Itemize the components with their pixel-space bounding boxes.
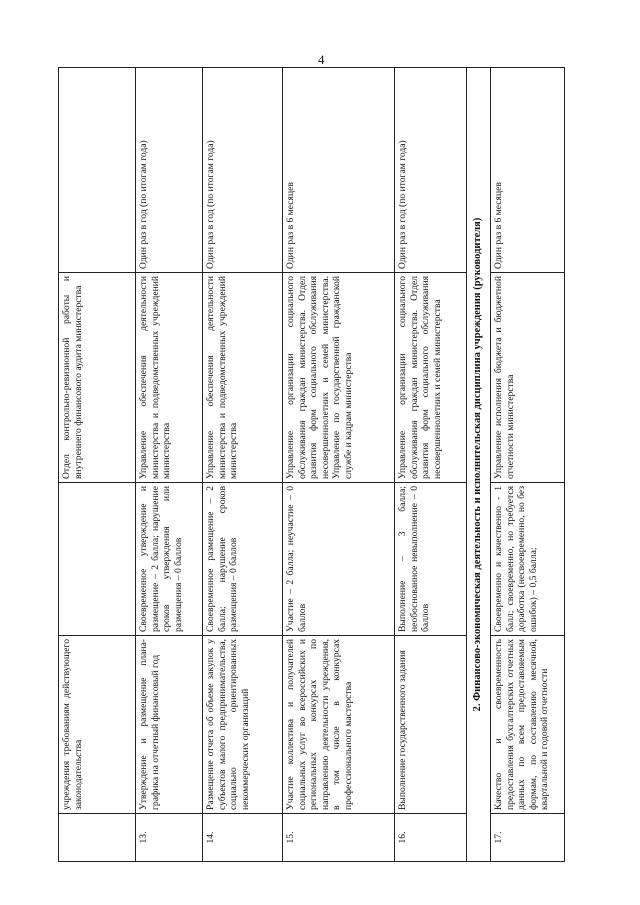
periodicity: Один раз в год (по итогам года): [136, 68, 203, 273]
indicator-name: Размещение отчета об объеме закупок у субъектов малого предпринимательства, социально ориентированных некоммерческих организаций: [203, 636, 283, 814]
section-title: 2. Финансово-экономическая деятельность и исполнительская дисциплина учреждения (руководителя): [467, 68, 491, 862]
indicator-name: Участие коллектива и получателей социальных услуг во всероссийских и региональных конкурсах по направлению деятельности учреждения, в том числе в конкурсах профессионального мастерства: [283, 636, 395, 814]
periodicity: Один раз в год (по итогам года): [203, 68, 283, 273]
table-row: [59, 68, 136, 862]
periodicity: Один раз в 6 месяцев: [283, 68, 395, 273]
evaluation-criteria: Своевременно и качественно - 1 балл; своевременно, но требуется доработка (несвоевременно, но без ошибок) – 0,5 балла;: [491, 483, 565, 636]
rotated-table-wrapper: [58, 68, 590, 862]
page-number: 4: [318, 52, 325, 67]
periodicity: Один раз в год (по итогам года): [395, 68, 467, 273]
table-row: [203, 68, 283, 862]
evaluation-criteria: Участие – 2 балла; неучастие – 0 баллов: [283, 483, 395, 636]
periodicity: Один раз в 6 месяцев: [491, 68, 565, 273]
indicator-name: Выполнение государственного задания: [395, 636, 467, 814]
evaluation-criteria: Своевременное размещение – 2 балла; нарушение сроков размещения – 0 баллов: [203, 483, 283, 636]
responsible-unit: Управление организации социального обслуживания граждан министерства. Отдел развития форм социального обслуживания несовершеннолетних и семей министерства: [395, 273, 467, 483]
evaluation-criteria: [59, 483, 136, 636]
indicator-name: Утверждение и размещение плана-графика на отчетный финансовый год: [136, 636, 203, 814]
indicator-name: учреждения требованиям действующего законодательства: [59, 636, 136, 814]
table-row: [395, 68, 467, 862]
responsible-unit: Управление обеспечения деятельности министерства и подведомственных учреждений министерства: [136, 273, 203, 483]
responsible-unit: Управление обеспечения деятельности министерства и подведомственных учреждений министерства: [203, 273, 283, 483]
row-number: [59, 814, 136, 862]
responsible-unit: Управление исполнения бюджета и бюджетной отчетности министерства: [491, 273, 565, 483]
row-number: 15.: [283, 814, 395, 862]
indicator-name: Качество и своевременность предоставления бухгалтерских отчетных данных по всем предоставляемым формам, по составлению месячной, квартальной и годовой отчетности: [491, 636, 565, 814]
row-number: 17.: [491, 814, 565, 862]
row-number: 16.: [395, 814, 467, 862]
table-row: [491, 68, 565, 862]
table-row: [136, 68, 203, 862]
section-header-row: [467, 68, 491, 862]
responsible-unit: Управление организации социального обслуживания граждан министерства. Отдел развития форм социального обслуживания несовершеннолетних и семей министерства. Управление по государственной гражданской службе и кадрам министерства: [283, 273, 395, 483]
periodicity: [59, 68, 136, 273]
responsible-unit: Отдел контрольно-ревизионной работы и внутреннего финансового аудита министерства: [59, 273, 136, 483]
evaluation-criteria: Выполнение – 3 балла; необоснованное невыполнение – 0 баллов: [395, 483, 467, 636]
row-number: 13.: [136, 814, 203, 862]
evaluation-criteria: Своевременное утверждение и размещение – 2 балла; нарушение сроков утверждения или размещения – 0 баллов: [136, 483, 203, 636]
criteria-table: [58, 67, 565, 862]
row-number: 14.: [203, 814, 283, 862]
table-row: [283, 68, 395, 862]
